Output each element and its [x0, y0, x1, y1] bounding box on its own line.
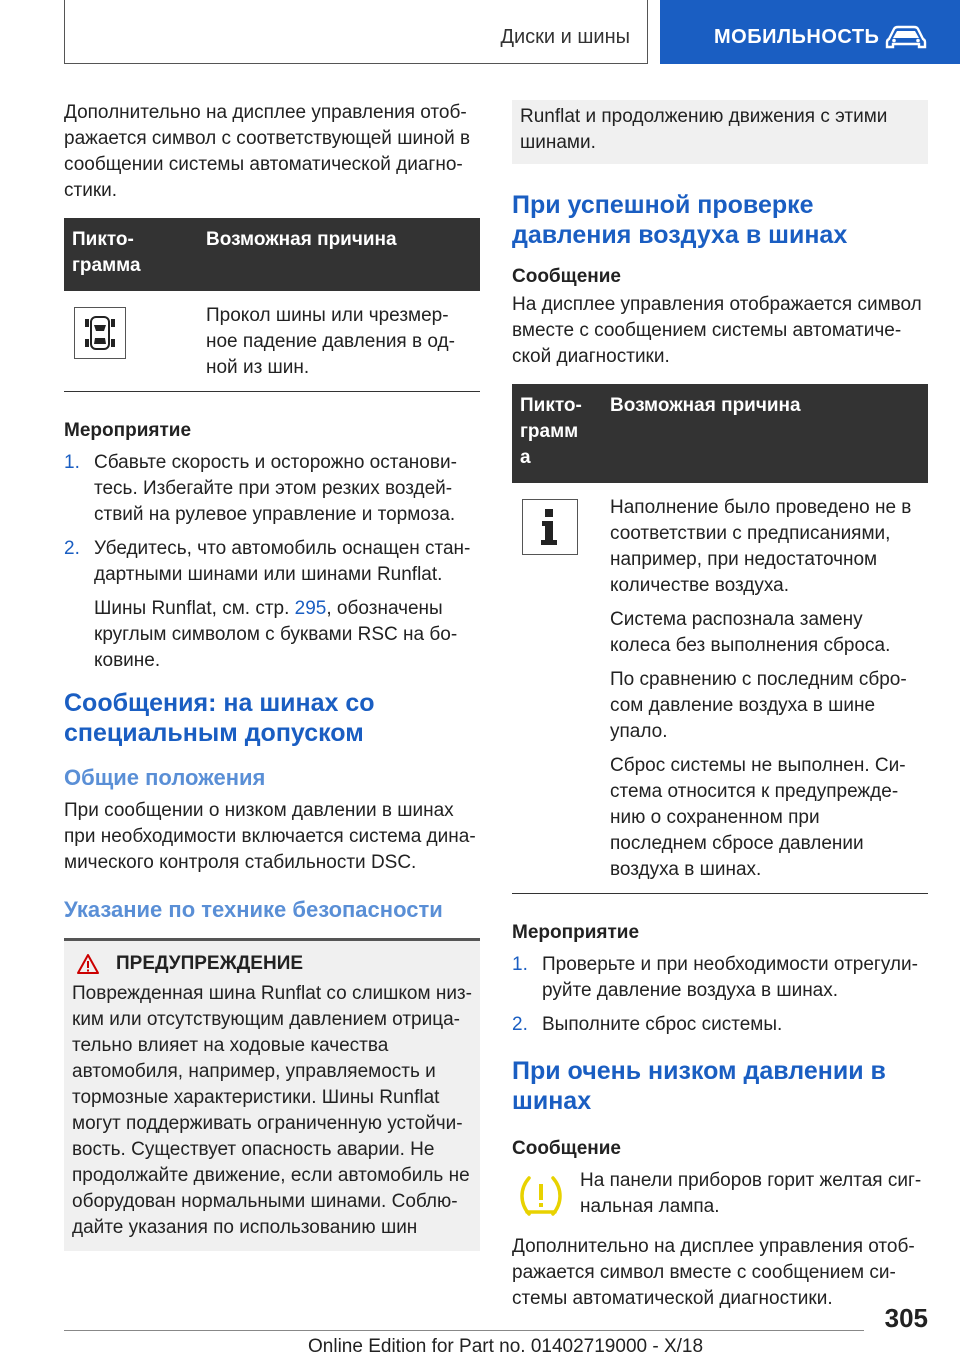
section-heading-success: При успешной проверке давления воздуха в шинах: [512, 191, 848, 249]
step-number: 2.: [64, 538, 80, 559]
page-number: 305: [884, 1303, 928, 1333]
list-item: [512, 1012, 928, 1038]
mobility-tab-label: МОБИЛЬНОСТЬ: [714, 26, 880, 48]
section-title: Диски и шины: [500, 26, 630, 48]
list-item: [512, 952, 928, 1004]
footer-text: Online Edition for Part no. 01402719000 - X/18: [308, 1336, 704, 1357]
warning-box-continued: [512, 100, 928, 164]
table-row: [64, 291, 480, 392]
message-text: На дисплее управления отображается символ вместе с сообщением системы автоматической диагностики.: [512, 294, 922, 367]
cause-paragraph: По сравнению с последним сбросом давление воздуха в шине упало.: [610, 669, 907, 742]
measures-heading: Мероприятие: [512, 922, 640, 943]
table-header-cause: Возможная причина: [602, 384, 928, 483]
warning-title: ПРЕДУПРЕЖДЕНИЕ: [116, 953, 304, 974]
step-subtext: Шины Runflat, см. стр. 295, обозначены круглым символом с буквами RSC на боковине.: [94, 598, 458, 671]
message-heading: Сообщение: [512, 1138, 621, 1159]
list-item: [64, 536, 480, 674]
car-tire-pictogram-icon: [74, 307, 126, 359]
message-heading: Сообщение: [512, 266, 621, 287]
left-column: [64, 100, 480, 1251]
step-number: 1.: [64, 452, 80, 473]
table-cell-cause: Прокол шины или чрезмерное падение давления в одной из шин.: [198, 291, 480, 392]
section-heading-special-tires: Сообщения: на шинах со специальным допуском: [64, 689, 375, 747]
step-text: Убедитесь, что автомобиль оснащен стандартными шинами или шинами Runflat.: [94, 538, 471, 585]
step-text: Проверьте и при необходимости отрегулируйте давление воздуха в шинах.: [542, 954, 918, 1001]
measures-list: [512, 952, 928, 1038]
pictogram-table-left: [64, 218, 480, 392]
table-header-pictogram: Пиктограмм а: [512, 384, 602, 483]
table-header-pictogram: Пиктограмма: [64, 218, 198, 291]
right-column: [512, 100, 928, 1312]
final-text: Дополнительно на дисплее управления отображается символ вместе с сообщением системы автоматической диагностики.: [512, 1236, 915, 1309]
lamp-text: На панели приборов горит желтая сигнальная лампа.: [580, 1170, 922, 1217]
lamp-row: [512, 1168, 928, 1220]
warning-text: Поврежденная шина Runflat со слишком низким или отсутствующим давлением отрицательно влияет на ходовые качества автомобиля, например, управляемость и тормозные характеристики. Шины Runflat могут поддерживать ограниченную устойчивость. Существует опасность аварии. Не продолжайте движение, если автомобиль не оборудован нормальными шинами. Соблюдайте указания по использованию шин: [72, 983, 472, 1238]
cause-paragraph: Сброс системы не выполнен. Система относится к предупреждению о сохраненном при последнем сбросе давлении воздуха в шинах.: [610, 755, 906, 880]
subheading-general: Общие положения: [64, 765, 266, 790]
step-text: Сбавьте скорость и осторожно остановитесь. Избегайте при этом резких воздействий на рулевое управление и тормоза.: [94, 452, 457, 525]
subheading-safety: Указание по технике безопасности: [64, 897, 443, 922]
section-heading-low-pressure: При очень низком давлении в шинах: [512, 1057, 886, 1115]
warning-triangle-icon: [76, 953, 100, 975]
warning-box: [64, 938, 480, 1251]
pictogram-table-right: [512, 384, 928, 894]
table-row: [512, 483, 928, 894]
table-header-cause: Возможная причина: [198, 218, 480, 291]
measures-list: [64, 450, 480, 674]
mobility-tab[interactable]: [660, 0, 960, 64]
cause-paragraph: Наполнение было проведено не в соответствии с предписаниями, например, при недостаточном количестве воздуха.: [610, 497, 912, 596]
measures-heading: Мероприятие: [64, 420, 192, 441]
step-number: 2.: [512, 1014, 528, 1035]
footer-divider: [64, 1330, 864, 1331]
step-text: Выполните сброс системы.: [542, 1014, 783, 1035]
intro-text: Дополнительно на дисплее управления отображается символ с соответствующей шиной в сообщении системы автоматической диагностики.: [64, 102, 471, 201]
general-text: При сообщении о низком давлении в шинах при необходимости включается система динамического контроля стабильности DSC.: [64, 800, 476, 873]
cause-paragraph: Система распознала замену колеса без выполнения сброса.: [610, 609, 891, 656]
warning-text-continued: Runflat и продолжению движения с этими шинами.: [520, 106, 888, 153]
car-icon: [885, 25, 927, 49]
step-number: 1.: [512, 954, 528, 975]
list-item: [64, 450, 480, 528]
page-link[interactable]: 295: [294, 598, 327, 619]
tire-pressure-warning-lamp-icon: [516, 1174, 566, 1218]
info-icon: [522, 499, 578, 555]
